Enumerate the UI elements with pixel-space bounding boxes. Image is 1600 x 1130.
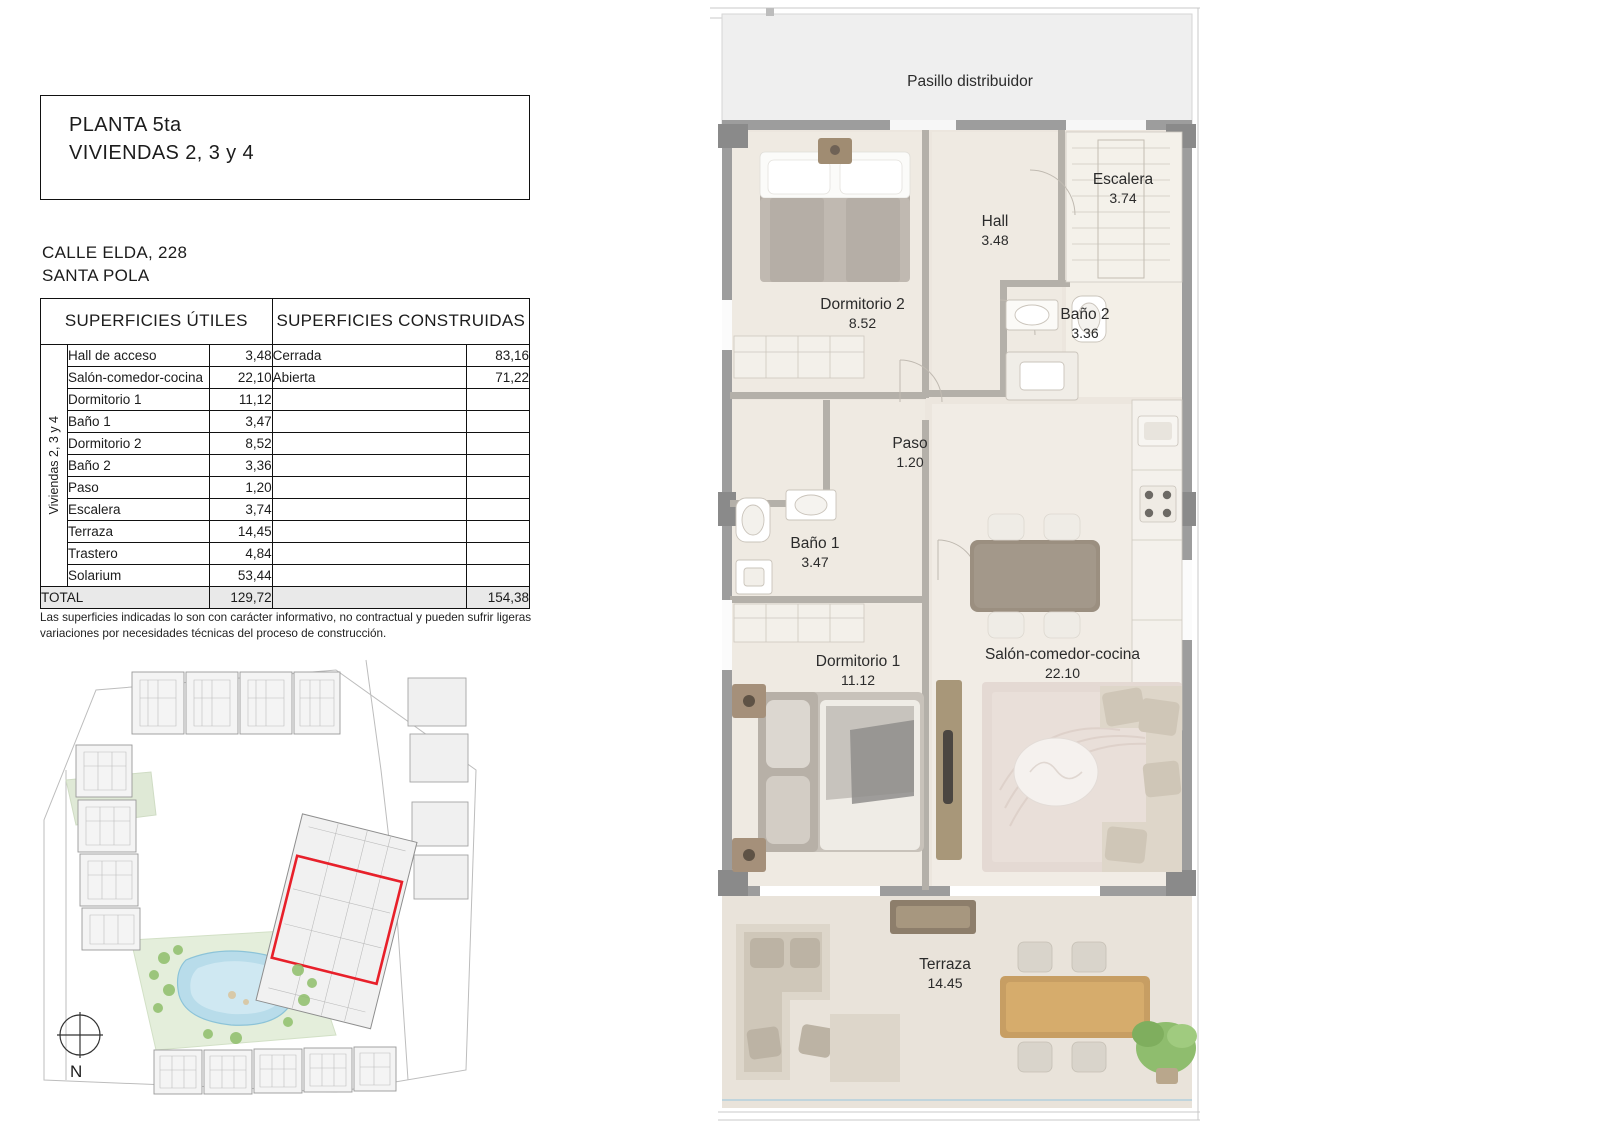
row-name: Baño 2 [68,455,210,477]
room-name: Dormitorio 2 [820,296,905,313]
row-value: 53,44 [209,565,272,587]
total-label: TOTAL [41,587,210,609]
built-value-empty [467,565,530,587]
table-header-row [41,299,530,345]
built-name: Cerrada [272,345,466,367]
row-name: Salón-comedor-cocina [68,367,210,389]
room-area: 3.48 [981,232,1009,249]
table-row [41,521,530,543]
bed-dormitorio-1 [732,684,924,872]
built-name-empty [272,477,466,499]
info-panel [0,0,660,1130]
built-value-empty [467,499,530,521]
total-useful: 129,72 [209,587,272,609]
table-row [41,411,530,433]
room-name: Baño 1 [790,535,840,552]
room-area: 14.45 [927,975,963,992]
built-name-empty [272,521,466,543]
compass-north-label: N [70,1062,83,1081]
room-name: Baño 2 [1060,306,1110,323]
plan-units-title: VIVIENDAS 2, 3 y 4 [69,142,255,164]
side-label-cell [41,345,68,587]
row-value: 3,74 [209,499,272,521]
room-area: 3.74 [1109,190,1137,207]
table-total-row [41,587,530,609]
disclaimer-note: Las superficies indicadas lo son con carácter informativo, no contractual y pueden sufrir ligeras variaciones por necesidades técnicas del proceso de construcción. [40,611,532,640]
room-area: 3.36 [1071,325,1099,342]
built-name-empty [272,565,466,587]
bed-dormitorio-2 [760,138,910,282]
built-value: 71,22 [467,367,530,389]
header-built: SUPERFICIES CONSTRUIDAS [272,299,529,345]
row-name: Dormitorio 2 [68,433,210,455]
row-value: 8,52 [209,433,272,455]
row-value: 3,48 [209,345,272,367]
floor-plan [700,0,1240,1130]
row-name: Hall de acceso [68,345,210,367]
room-name: Salón-comedor-cocina [984,646,1141,663]
table-row [41,543,530,565]
room-area: 11.12 [841,672,875,689]
row-name: Solarium [68,565,210,587]
address-block [42,243,187,286]
built-name-empty [272,389,466,411]
room-area: 1.20 [896,454,924,471]
room-area: 22.10 [1044,665,1081,682]
built-name-empty [272,499,466,521]
total-built-empty [272,587,466,609]
built-name-empty [272,543,466,565]
built-value-empty [467,411,530,433]
address-line-2: SANTA POLA [42,266,150,285]
built-value-empty [467,521,530,543]
table-row [41,477,530,499]
built-value-empty [467,389,530,411]
built-name-empty [272,411,466,433]
room-area: 8.52 [848,315,877,332]
table-row [41,433,530,455]
surface-table [40,298,530,609]
table-row [41,499,530,521]
room-area: 3.47 [801,554,829,571]
row-name: Trastero [68,543,210,565]
row-value: 14,45 [209,521,272,543]
compass [50,1010,120,1090]
built-name: Abierta [272,367,466,389]
total-built: 154,38 [467,587,530,609]
room-name: Dormitorio 1 [815,653,901,670]
built-value-empty [467,543,530,565]
built-value-empty [467,433,530,455]
built-value: 83,16 [467,345,530,367]
row-name: Escalera [68,499,210,521]
built-value-empty [467,477,530,499]
side-label: Viviendas 2, 3 y 4 [47,416,61,515]
surface-table-wrap [40,298,530,609]
room-name: Escalera [1092,171,1154,188]
row-name: Terraza [68,521,210,543]
table-row [41,455,530,477]
built-value-empty [467,455,530,477]
row-value: 11,12 [209,389,272,411]
title-box [40,95,530,200]
row-value: 3,36 [209,455,272,477]
table-row [41,345,530,367]
table-row [41,367,530,389]
row-value: 22,10 [209,367,272,389]
row-value: 1,20 [209,477,272,499]
row-value: 3,47 [209,411,272,433]
row-name: Baño 1 [68,411,210,433]
built-name-empty [272,433,466,455]
room-name: Paso [892,435,928,452]
living-room [982,682,1182,872]
built-name-empty [272,455,466,477]
room-name: Hall [981,213,1009,230]
table-row [41,389,530,411]
row-value: 4,84 [209,543,272,565]
row-name: Dormitorio 1 [68,389,210,411]
label-pasillo-text: Pasillo distribuidor [907,73,1033,90]
table-row [41,565,530,587]
address-line-1: CALLE ELDA, 228 [42,243,188,262]
plan-floor-title: PLANTA 5ta [69,114,182,136]
room-name: Terraza [919,956,971,973]
header-useful: SUPERFICIES ÚTILES [41,299,273,345]
row-name: Paso [68,477,210,499]
